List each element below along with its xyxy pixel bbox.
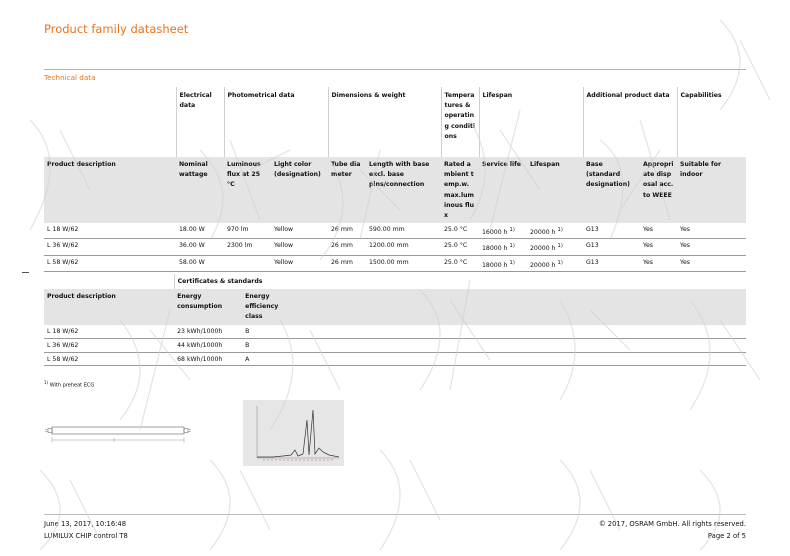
cell-product: L 18 W/62: [44, 325, 174, 339]
cell-length: 590.00 mm: [366, 223, 441, 239]
cell-energy-class: A: [242, 352, 746, 366]
certificates-table: [44, 274, 746, 366]
cell-length: 1500.00 mm: [366, 255, 441, 271]
table-row: [44, 239, 746, 255]
cell-flux: 970 lm: [224, 223, 271, 239]
cell-flux: [224, 255, 271, 271]
cell-indoor: Yes: [677, 255, 746, 271]
footnote: [44, 380, 94, 389]
column-header-row: [44, 289, 746, 325]
cell-disposal: Yes: [640, 223, 677, 239]
cell-wattage: 58.00 W: [176, 255, 224, 271]
column-header-row: [44, 157, 746, 223]
cell-base: G13: [583, 255, 640, 271]
cell-flux: 2300 lm: [224, 239, 271, 255]
cell-length: 1200.00 mm: [366, 239, 441, 255]
cell-indoor: Yes: [677, 239, 746, 255]
cell-diameter: 26 mm: [328, 223, 366, 239]
cell-wattage: 18.00 W: [176, 223, 224, 239]
table-row: [44, 255, 746, 271]
cell-product: L 36 W/62: [44, 339, 174, 353]
col-tube-diameter: Tube diameter: [331, 161, 361, 179]
document-title: Product family datasheet: [44, 22, 189, 36]
cell-disposal: Yes: [640, 239, 677, 255]
group-additional: Additional product data: [586, 92, 670, 99]
cell-product: L 36 W/62: [44, 239, 176, 255]
col-indoor: Suitable for indoor: [680, 161, 722, 179]
cell-service-life: 18000 h $^{1)}$: [479, 239, 527, 255]
group-capabilities: Capabilities: [680, 92, 722, 99]
cell-diameter: 26 mm: [328, 255, 366, 271]
table-row: [44, 325, 746, 339]
cell-disposal: Yes: [640, 255, 677, 271]
table-row: [44, 223, 746, 239]
footer-copyright: © 2017, OSRAM GmbH. All rights reserved.: [598, 520, 746, 528]
col-product-description: Product description: [47, 293, 116, 300]
col-luminous-flux: Luminous flux at 25 °C: [227, 161, 261, 189]
col-base: Base (standard designation): [586, 161, 631, 189]
cell-base: G13: [583, 239, 640, 255]
col-disposal: Appropriate disposal acc. to WEEE: [643, 161, 674, 199]
cell-service-life: 18000 h $^{1)}$: [479, 255, 527, 271]
cell-temp: 25.0 °C: [441, 223, 479, 239]
group-temperatures: Temperatures & operating conditions: [444, 92, 476, 140]
footnote-text: With preheat ECG: [49, 382, 95, 389]
group-lifespan: Lifespan: [482, 92, 513, 99]
group-photometrical: Photometrical data: [227, 92, 295, 99]
cell-energy-class: B: [242, 325, 746, 339]
footer-left: [44, 518, 128, 542]
cell-lifespan: 20000 h $^{1)}$: [527, 239, 583, 255]
cell-base: G13: [583, 223, 640, 239]
cell-diameter: 26 mm: [328, 239, 366, 255]
cell-temp: 25.0 °C: [441, 255, 479, 271]
cell-indoor: Yes: [677, 223, 746, 239]
footer-date: June 13, 2017, 10:16:48: [44, 520, 127, 528]
footer-divider: [44, 514, 746, 515]
col-light-color: Light color (designation): [274, 161, 321, 179]
table-row: [44, 352, 746, 366]
cell-energy-class: B: [242, 339, 746, 353]
col-rated-ambient-temp: Rated ambient temp.w. max.luminous flux: [444, 161, 475, 220]
col-energy-class: Energy efficiency class: [245, 293, 279, 321]
col-product-description: Product description: [47, 161, 116, 168]
cell-service-life: 16000 h $^{1)}$: [479, 223, 527, 239]
col-length: Length with base excl. base pins/connection: [369, 161, 430, 189]
col-energy-consumption: Energy consumption: [177, 293, 223, 311]
group-header-row: [44, 87, 746, 157]
cell-temp: 25.0 °C: [441, 239, 479, 255]
table-row: [44, 339, 746, 353]
cell-energy-consumption: 23 kWh/1000h: [174, 325, 242, 339]
cell-product: L 18 W/62: [44, 223, 176, 239]
group-dimensions: Dimensions & weight: [331, 92, 406, 99]
cell-lifespan: 20000 h $^{1)}$: [527, 223, 583, 239]
margin-marker: [22, 272, 29, 273]
cell-product: L 58 W/62: [44, 352, 174, 366]
cell-color: Yellow: [271, 223, 328, 239]
col-nominal-wattage: Nominal wattage: [179, 161, 208, 179]
footnote-mark: 1): [44, 380, 49, 385]
col-service-life: Service life: [482, 161, 522, 168]
cell-product: L 58 W/62: [44, 255, 176, 271]
cell-color: Yellow: [271, 255, 328, 271]
col-lifespan: Lifespan: [530, 161, 560, 168]
footer-right: [599, 518, 746, 542]
header-divider: [44, 69, 746, 70]
cell-energy-consumption: 44 kWh/1000h: [174, 339, 242, 353]
cell-energy-consumption: 68 kWh/1000h: [174, 352, 242, 366]
cell-lifespan: 20000 h $^{1)}$: [527, 255, 583, 271]
group-certificates: Certificates & standards: [177, 278, 263, 285]
cell-wattage: 36.00 W: [176, 239, 224, 255]
cell-color: Yellow: [271, 239, 328, 255]
technical-data-table: [44, 87, 746, 272]
footer-product: LUMILUX CHIP control T8: [44, 532, 128, 540]
spectral-distribution-image: [243, 400, 344, 466]
group-header-row: [44, 274, 746, 289]
section-title-technical: Technical data: [44, 73, 96, 82]
lamp-dimension-drawing: [44, 421, 192, 447]
footer-page-number: Page 2 of 5: [707, 532, 746, 540]
group-electrical: Electrical data: [179, 92, 212, 110]
